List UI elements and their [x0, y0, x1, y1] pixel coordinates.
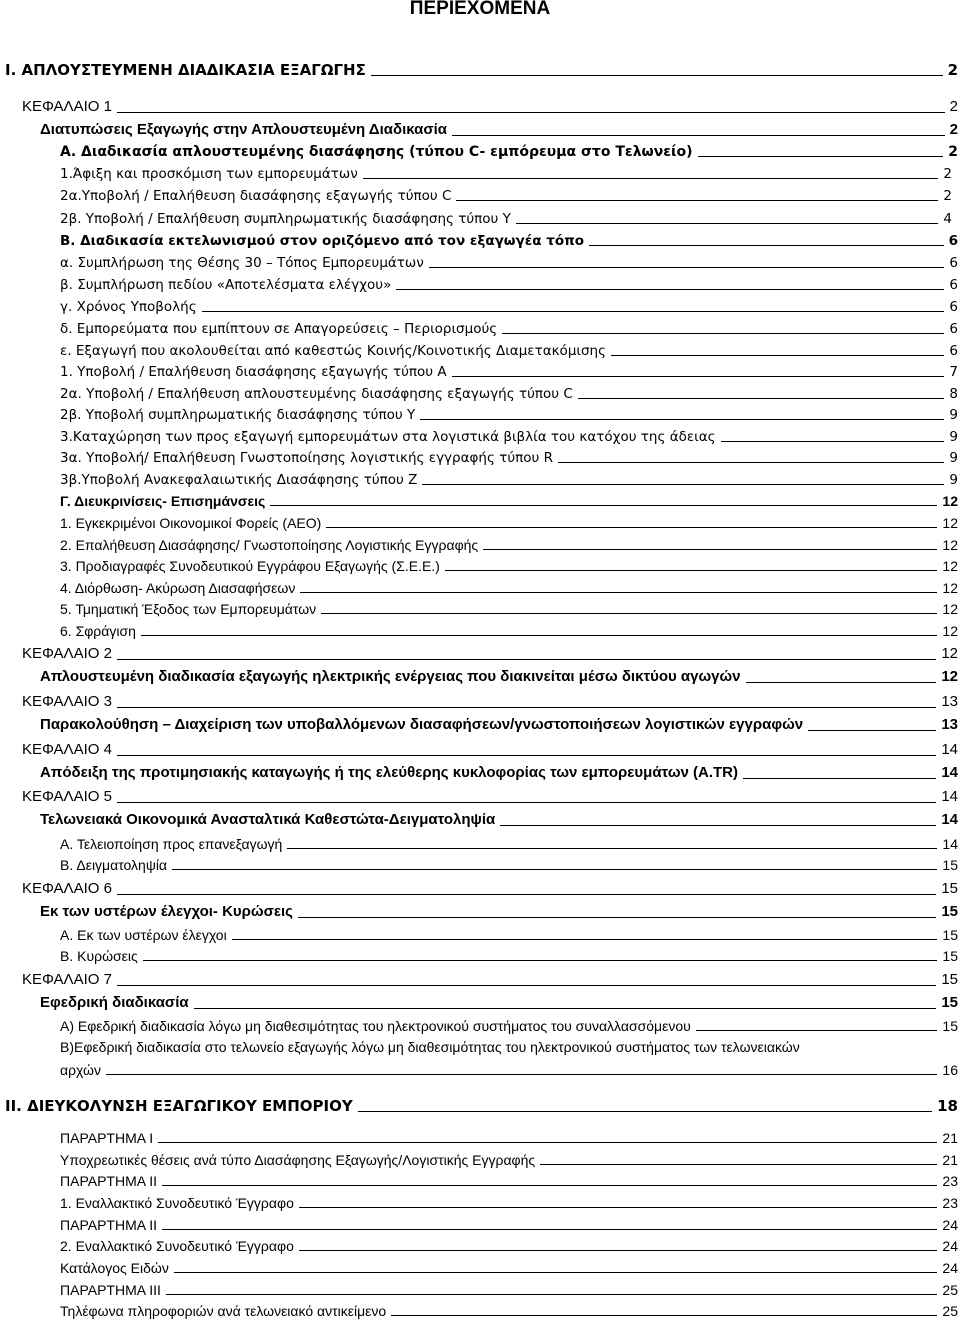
toc-entry-title: Παρακολούθηση – Διαχείριση των υποβαλλόμενων διασαφήσεων/γνωστοποιήσεων λογιστικών εγγραφών	[40, 716, 804, 733]
toc-entry[interactable]	[60, 926, 958, 944]
toc-entry-title: 2. Εναλλακτικό Συνοδευτικό Έγγραφο	[60, 1238, 294, 1254]
toc-entry[interactable]	[60, 856, 958, 874]
toc-entry[interactable]	[60, 254, 958, 272]
toc-entry-title: 2β. Υποβολή / Επαλήθευση συμπληρωματικής διασάφησης τύπου Y	[60, 211, 511, 227]
page-number: 15	[942, 948, 958, 964]
toc-entry-title: Εφεδρική διαδικασία	[40, 994, 189, 1011]
toc-entry[interactable]	[60, 1194, 958, 1212]
leader-line	[326, 527, 937, 528]
toc-entry[interactable]	[60, 557, 958, 575]
page-number: 15	[941, 994, 958, 1011]
toc-entry-title: α. Συμπλήρωση της Θέσης 30 – Τόπος Εμπορευμάτων	[60, 255, 424, 271]
toc-entry-title: Υποχρεωτικές θέσεις ανά τύπο Διασάφησης Εξαγωγής/Λογιστικής Εγγραφής	[60, 1152, 536, 1168]
toc-entry[interactable]	[60, 1237, 958, 1255]
page-number: 15	[942, 927, 958, 943]
toc-entry-title: 3.Καταχώρηση των προς εξαγωγή εμπορευμάτων στα λογιστικά βιβλία του κατόχου της άδειας	[60, 429, 716, 445]
toc-entry-title: ΚΕΦΑΛΑΙΟ 1	[22, 98, 112, 115]
leader-line	[696, 1030, 938, 1031]
leader-line	[452, 376, 945, 377]
toc-entry[interactable]	[60, 1151, 958, 1169]
toc-entry-title-line2: αρχών	[60, 1062, 101, 1078]
leader-line	[117, 894, 936, 895]
leader-line	[106, 1074, 937, 1075]
toc-entry[interactable]	[22, 97, 958, 117]
leader-line	[321, 613, 937, 614]
toc-entry-title: Β)Εφεδρική διαδικασία στο τελωνείο εξαγωγής λόγω μη διαθεσιμότητας του ηλεκτρονικού συστήματος των τελωνειακών	[60, 1039, 800, 1055]
toc-entry[interactable]	[5, 1096, 958, 1116]
toc-entry[interactable]	[22, 970, 958, 990]
leader-line	[202, 311, 945, 312]
toc-entry-title: 5. Τμηματική Έξοδος των Εμπορευμάτων	[60, 601, 317, 617]
toc-entry[interactable]	[60, 232, 958, 250]
leader-line	[589, 245, 944, 246]
toc-entry[interactable]	[40, 120, 958, 140]
page-number: 2	[948, 144, 958, 160]
toc-entry[interactable]	[40, 902, 958, 922]
toc-entry[interactable]	[60, 492, 958, 510]
leader-line	[363, 178, 939, 179]
page-number: 2	[943, 166, 952, 182]
toc-entry[interactable]	[5, 60, 958, 80]
page-number: 8	[949, 386, 958, 402]
toc-entry[interactable]	[60, 449, 958, 467]
leader-line	[358, 1111, 932, 1112]
toc-entry[interactable]	[60, 143, 958, 161]
toc-entry-title: ΚΕΦΑΛΑΙΟ 5	[22, 788, 112, 805]
toc-entry-title: 2α.Υποβολή / Επαλήθευση διασάφησης εξαγωγής τύπου C	[60, 188, 452, 204]
leader-line	[162, 1229, 937, 1230]
toc-entry[interactable]	[40, 715, 958, 735]
toc-entry-title: ΚΕΦΑΛΑΙΟ 7	[22, 971, 112, 988]
toc-entry-title: 2α. Υποβολή / Επαλήθευση απλουστευμένης διασάφησης εξαγωγής τύπου C	[60, 386, 573, 402]
toc-entry-title: 3. Προδιαγραφές Συνοδευτικού Εγγράφου Εξαγωγής (Σ.Ε.Ε.)	[60, 558, 440, 574]
toc-entry[interactable]	[60, 363, 958, 381]
toc-entry-title: Γ. Διευκρινίσεις- Επισημάνσεις	[60, 493, 266, 509]
leader-line	[270, 505, 937, 506]
leader-line	[422, 484, 944, 485]
toc-entry-title: Β. Κυρώσεις	[60, 948, 138, 964]
page-number: 18	[937, 1097, 958, 1115]
toc-entry-title: 6. Σφράγιση	[60, 623, 136, 639]
leader-line	[287, 848, 937, 849]
toc-entry-title: ΠΑΡΑΡΤΗΜΑ ΙΙ	[60, 1217, 157, 1233]
toc-entry-title: II. ΔΙΕΥΚΟΛΥΝΣΗ ΕΞΑΓΩΓΙΚΟΥ ΕΜΠΟΡΙΟΥ	[5, 1097, 353, 1115]
page-title: ΠΕΡΙΕΧΟΜΕΝΑ	[409, 0, 551, 19]
toc-entry-title: Απόδειξη της προτιμησιακής καταγωγής ή της ελεύθερης κυκλοφορίας των εμπορευμάτων (Α.TR)	[40, 764, 738, 781]
toc-entry[interactable]	[40, 993, 958, 1013]
leader-line	[452, 135, 945, 136]
toc-entry-title: Διατυπώσεις Εξαγωγής στην Απλουστευμένη Διαδικασία	[40, 121, 447, 138]
page-number: 24	[942, 1217, 958, 1233]
leader-line	[117, 707, 936, 708]
toc-entry[interactable]	[60, 428, 958, 446]
toc-entry[interactable]	[22, 644, 958, 664]
page-number: 6	[949, 321, 958, 337]
toc-entry-title: ΚΕΦΑΛΑΙΟ 3	[22, 693, 112, 710]
page-number: 6	[949, 343, 958, 359]
toc-entry[interactable]	[22, 787, 958, 807]
page-number: 23	[942, 1173, 958, 1189]
page-number: 9	[949, 450, 958, 466]
toc-entry[interactable]	[60, 187, 952, 205]
toc-entry-title: ΠΑΡΑΡΤΗΜΑ ΙΙΙ	[60, 1282, 161, 1298]
page-number: 14	[941, 764, 958, 781]
leader-line	[174, 1272, 938, 1273]
toc-entry[interactable]	[22, 740, 958, 760]
page-number: 12	[942, 493, 958, 509]
leader-line	[117, 755, 936, 756]
leader-line	[746, 682, 937, 683]
toc-entry-continuation[interactable]	[60, 1061, 958, 1079]
toc-entry[interactable]	[60, 1302, 958, 1320]
toc-entry[interactable]	[60, 165, 952, 183]
page-number: 21	[942, 1152, 958, 1168]
page-number: 2	[949, 121, 958, 138]
leader-line	[299, 1207, 938, 1208]
page-number: 12	[942, 558, 958, 574]
toc-entry-title: 2. Επαλήθευση Διασάφησης/ Γνωστοποίησης Λογιστικής Εγγραφής	[60, 537, 479, 553]
toc-entry-title: Απλουστευμένη διαδικασία εξαγωγής ηλεκτρικής ενέργειας που διακινείται μέσω δικτύου αγωγών	[40, 668, 741, 685]
leader-line	[743, 778, 936, 779]
toc-entry[interactable]	[60, 835, 958, 853]
toc-entry[interactable]	[60, 1129, 958, 1147]
toc-entry-title: Β. Διαδικασία εκτελωνισμού στον οριζόμενο από τον εξαγωγέα τόπο	[60, 233, 585, 249]
page-number: 6	[949, 299, 958, 315]
page-number: 14	[941, 788, 958, 805]
page-number: 14	[942, 836, 958, 852]
toc-entry-title: 1. Εγκεκριμένοι Οικονομικοί Φορείς (ΑΕΟ)	[60, 515, 322, 531]
toc-entry-title: Κατάλογος Ειδών	[60, 1260, 169, 1276]
toc-entry-title: 4. Διόρθωση- Ακύρωση Διασαφήσεων	[60, 580, 296, 596]
page-number: 12	[942, 623, 958, 639]
toc-entry[interactable]	[40, 763, 958, 783]
leader-line	[456, 200, 938, 201]
leader-line	[500, 825, 936, 826]
leader-line	[391, 1315, 937, 1316]
page-number: 2	[947, 61, 958, 79]
page-number: 15	[941, 903, 958, 920]
toc-entry[interactable]	[60, 471, 958, 489]
leader-line	[300, 592, 937, 593]
page-number: 7	[949, 364, 958, 380]
toc-entry[interactable]	[60, 385, 958, 403]
toc-entry[interactable]	[40, 667, 958, 687]
page-number: 9	[949, 472, 958, 488]
page-number: 15	[941, 971, 958, 988]
page-number: 12	[942, 601, 958, 617]
toc-entry[interactable]	[60, 622, 958, 640]
page-number: 14	[941, 811, 958, 828]
page-number: 12	[942, 515, 958, 531]
page-number: 9	[949, 429, 958, 445]
toc-entry-title: 1. Εναλλακτικό Συνοδευτικό Έγγραφο	[60, 1195, 294, 1211]
toc-entry-title: Β. Δειγματοληψία	[60, 857, 168, 873]
leader-line	[445, 570, 938, 571]
leader-line	[808, 730, 936, 731]
toc-entry[interactable]	[60, 210, 952, 228]
toc-entry[interactable]	[60, 298, 958, 316]
toc-entry-title: δ. Εμπορεύματα που εμπίπτουν σε Απαγορεύσεις – Περιορισμούς	[60, 321, 498, 337]
toc-entry[interactable]	[60, 342, 958, 360]
page-number: 15	[942, 1018, 958, 1034]
page-number: 15	[942, 857, 958, 873]
toc-entry-title: Τελωνειακά Οικονομικά Ανασταλτικά Καθεστώτα-Δειγματοληψία	[40, 811, 496, 828]
toc-entry-title: Τηλέφωνα πληροφοριών ανά τελωνειακό αντικείμενο	[60, 1303, 387, 1319]
leader-line	[158, 1142, 937, 1143]
page-number: 23	[942, 1195, 958, 1211]
toc-entry-title: Α. Εκ των υστέρων έλεγχοι	[60, 927, 227, 943]
page-number: 9	[949, 407, 958, 423]
toc-entry-title: ΠΑΡΑΡΤΗΜΑ Ι	[60, 1130, 154, 1146]
toc-entry[interactable]	[60, 1216, 958, 1234]
toc-entry[interactable]	[60, 579, 958, 597]
toc-entry[interactable]	[60, 1017, 958, 1035]
leader-line	[420, 419, 944, 420]
toc-entry-title: ε. Εξαγωγή που ακολουθείται από καθεστώς Κοινής/Κοινοτικής Διαμετακόμισης	[60, 343, 607, 359]
page-number: 2	[949, 98, 958, 115]
toc-entry[interactable]	[40, 810, 958, 830]
page-number: 6	[948, 233, 958, 249]
toc-entry-title: ΚΕΦΑΛΑΙΟ 6	[22, 880, 112, 897]
page-number: 12	[941, 668, 958, 685]
toc-entry-title: 1.Άφιξη και προσκόμιση των εμπορευμάτων	[60, 166, 358, 182]
leader-line	[232, 939, 938, 940]
leader-line	[516, 223, 939, 224]
toc-entry-title: β. Συμπλήρωση πεδίου «Αποτελέσματα ελέγχου»	[60, 277, 392, 293]
leader-line	[578, 398, 945, 399]
page-number: 12	[942, 580, 958, 596]
page-number: 12	[942, 537, 958, 553]
leader-line	[611, 355, 944, 356]
toc-entry[interactable]	[60, 406, 958, 424]
page-number: 21	[942, 1130, 958, 1146]
leader-line	[483, 549, 937, 550]
toc-entry[interactable]	[60, 1259, 958, 1277]
toc-entry[interactable]	[60, 600, 958, 618]
page-number: 24	[942, 1238, 958, 1254]
toc-entry[interactable]	[22, 879, 958, 899]
toc-entry-title: 2β. Υποβολή συμπληρωματικής διασάφησης τύπου Y	[60, 407, 416, 423]
toc-entry[interactable]	[60, 320, 958, 338]
leader-line	[558, 462, 944, 463]
toc-entry[interactable]	[60, 1038, 958, 1056]
toc-entry[interactable]	[60, 947, 958, 965]
leader-line	[194, 1008, 937, 1009]
toc-entry[interactable]	[60, 276, 958, 294]
toc-entry-title: Εκ των υστέρων έλεγχοι- Κυρώσεις	[40, 903, 293, 920]
leader-line	[429, 267, 945, 268]
page-number: 4	[943, 211, 952, 227]
leader-line	[502, 333, 944, 334]
toc-entry-title: Α. Διαδικασία απλουστευμένης διασάφησης (τύπου C- εμπόρευμα στο Τελωνείο)	[60, 144, 693, 160]
toc-entry-title: I. ΑΠΛΟΥΣΤΕΥΜΕΝΗ ΔΙΑΔΙΚΑΣΙΑ ΕΞΑΓΩΓΗΣ	[5, 61, 366, 79]
toc-entry[interactable]	[60, 1281, 958, 1299]
page-number: 16	[942, 1062, 958, 1078]
page-number: 6	[949, 277, 958, 293]
leader-line	[141, 635, 938, 636]
leader-line	[143, 960, 938, 961]
toc-entry-title: 3β.Υποβολή Ανακεφαλαιωτικής Διασάφησης τύπου Z	[60, 472, 418, 488]
leader-line	[117, 659, 936, 660]
page-number: 25	[942, 1303, 958, 1319]
page-number: 13	[941, 716, 958, 733]
leader-line	[396, 289, 944, 290]
leader-line	[299, 1250, 938, 1251]
page-number: 2	[943, 188, 952, 204]
toc-entry-title: ΠΑΡΑΡΤΗΜΑ ΙΙ	[60, 1173, 157, 1189]
leader-line	[117, 985, 936, 986]
page-number: 6	[949, 255, 958, 271]
page-number: 25	[942, 1282, 958, 1298]
page-number: 14	[941, 741, 958, 758]
leader-line	[166, 1294, 938, 1295]
toc-entry[interactable]	[22, 692, 958, 712]
leader-line	[298, 917, 936, 918]
leader-line	[162, 1185, 937, 1186]
page-number: 13	[941, 693, 958, 710]
toc-entry-title: ΚΕΦΑΛΑΙΟ 4	[22, 741, 112, 758]
leader-line	[698, 156, 944, 157]
page-number: 15	[941, 880, 958, 897]
toc-entry[interactable]	[60, 536, 958, 554]
leader-line	[721, 441, 945, 442]
leader-line	[117, 802, 936, 803]
toc-entry[interactable]	[60, 514, 958, 532]
toc-entry[interactable]	[60, 1172, 958, 1190]
toc-entry-title: 3α. Υποβολή/ Επαλήθευση Γνωστοποίησης λογιστικής εγγραφής τύπου R	[60, 450, 554, 466]
page-number: 12	[941, 645, 958, 662]
toc-entry-title: Α) Εφεδρική διαδικασία λόγω μη διαθεσιμότητας του ηλεκτρονικού συστήματος του συναλλασσόμενου	[60, 1018, 691, 1034]
toc-entry-title: ΚΕΦΑΛΑΙΟ 2	[22, 645, 112, 662]
page-number: 24	[942, 1260, 958, 1276]
toc-entry-title: 1. Υποβολή / Επαλήθευση διασάφησης εξαγωγής τύπου Α	[60, 364, 447, 380]
leader-line	[117, 112, 945, 113]
toc-entry-title: Α. Τελειοποίηση προς επανεξαγωγή	[60, 836, 283, 852]
leader-line	[540, 1164, 937, 1165]
leader-line	[371, 75, 943, 76]
leader-line	[172, 869, 937, 870]
toc-entry-title: γ. Χρόνος Υποβολής	[60, 299, 197, 315]
